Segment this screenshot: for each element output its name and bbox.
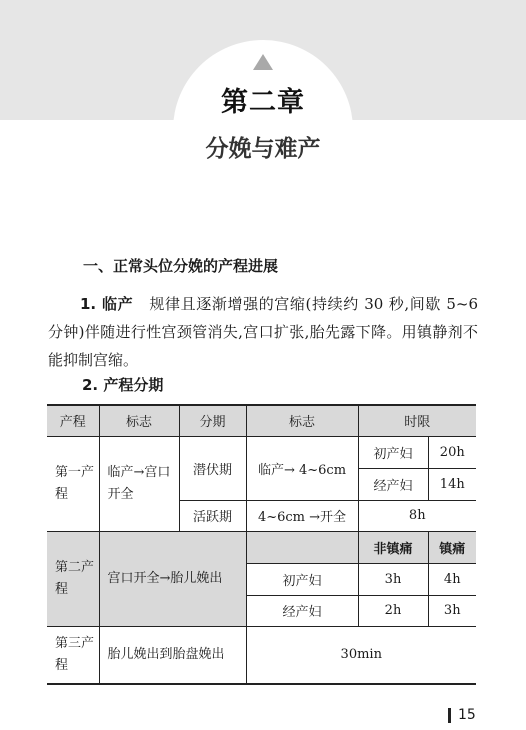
active-phase: 活跃期 — [179, 500, 246, 531]
table-row — [47, 626, 476, 684]
chapter-title: 分娩与难产 — [205, 136, 321, 162]
table-header-row — [47, 405, 476, 436]
active-marker: 4~6cm →开全 — [246, 500, 358, 531]
stage2-primi-no: 3h — [358, 563, 428, 595]
header-phase-marker: 标志 — [246, 405, 358, 436]
latent-multi-label: 经产妇 — [358, 468, 428, 500]
item1-label: 1. 临产 — [80, 295, 134, 313]
latent-multi-time: 14h — [428, 468, 476, 500]
page-number: 15 — [448, 708, 476, 723]
table-row — [47, 531, 476, 563]
stage3-time: 30min — [246, 626, 476, 684]
stage2-multi-no: 2h — [358, 595, 428, 626]
triangle-icon — [253, 54, 273, 70]
stage2-col-analgesia: 镇痛 — [428, 531, 476, 563]
header-marker: 标志 — [99, 405, 179, 436]
table-row — [47, 436, 476, 468]
stage2-multi-yes: 3h — [428, 595, 476, 626]
latent-marker: 临产→ 4~6cm — [246, 436, 358, 500]
paragraph-item1 — [48, 290, 478, 374]
stage2-col-no-analgesia: 非镇痛 — [358, 531, 428, 563]
stage3-marker: 胎儿娩出到胎盘娩出 — [99, 626, 246, 684]
section-heading: 一、正常头位分娩的产程进展 — [83, 257, 279, 275]
item1-text: 规律且逐渐增强的宫缩(持续约 30 秒,间歇 5~6 分钟)伴随进行性宫颈管消失,宫口扩张,胎先露下降。用镇静剂不能抑制宫缩。 — [48, 295, 478, 369]
header-stage: 产程 — [47, 405, 99, 436]
stage2-multi-label: 经产妇 — [246, 595, 358, 626]
labor-stages-table — [47, 404, 476, 685]
stage3-name: 第三产程 — [47, 626, 99, 684]
latent-primi-label: 初产妇 — [358, 436, 428, 468]
stage2-primi-yes: 4h — [428, 563, 476, 595]
header-duration: 时限 — [358, 405, 476, 436]
stage2-marker: 宫口开全→胎儿娩出 — [99, 531, 246, 626]
stage1-marker: 临产→宫口开全 — [99, 436, 179, 531]
stage2-name: 第二产程 — [47, 531, 99, 626]
active-time: 8h — [358, 500, 476, 531]
stage1-name: 第一产程 — [47, 436, 99, 531]
subheading-item2: 2. 产程分期 — [82, 376, 164, 394]
header-phase: 分期 — [179, 405, 246, 436]
latent-phase: 潜伏期 — [179, 436, 246, 500]
stage2-primi-label: 初产妇 — [246, 563, 358, 595]
latent-primi-time: 20h — [428, 436, 476, 468]
chapter-number: 第二章 — [221, 87, 305, 118]
stage2-blank-cell — [246, 531, 358, 563]
